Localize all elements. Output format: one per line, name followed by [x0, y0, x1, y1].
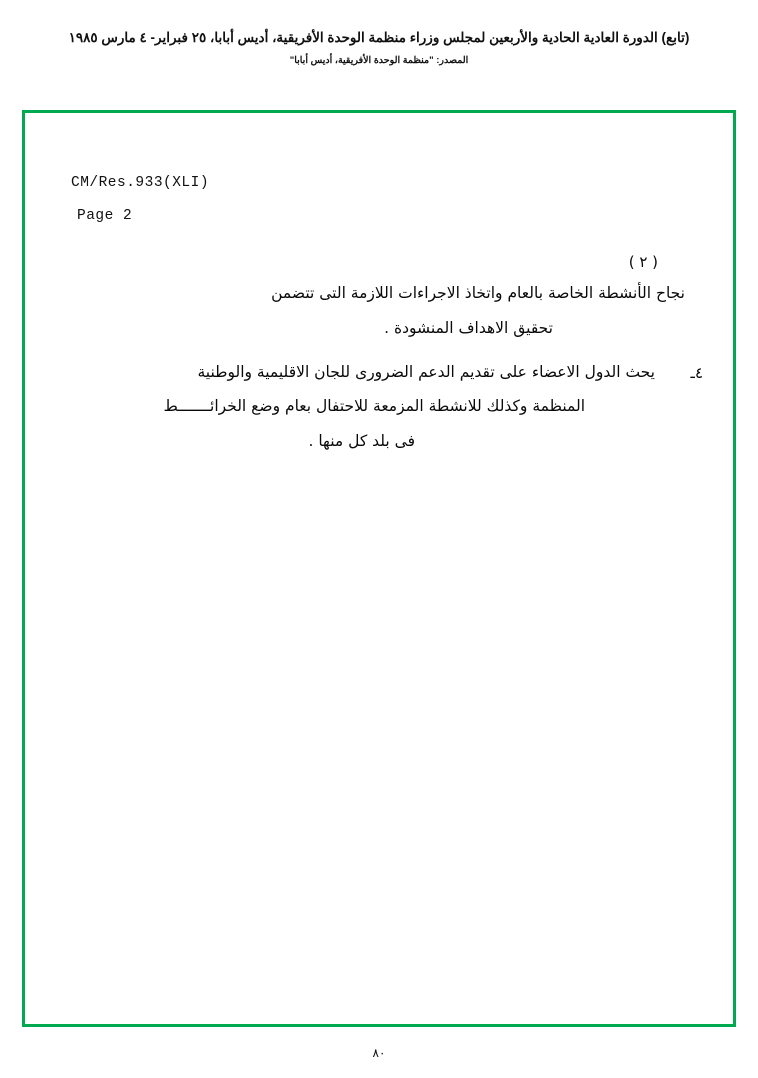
- document-page-label: Page 2: [77, 208, 133, 224]
- header-source: المصدر: "منظمة الوحدة الأفريقية، أديس أبابا": [289, 55, 469, 66]
- paragraph-line: نجاح الأنشطة الخاصة بالعام واتخاذ الاجراءات اللازمة التى تتضمن: [271, 284, 685, 302]
- header-title: (تابع) الدورة العادية الحادية والأربعين لمجلس وزراء منظمة الوحدة الأفريقية، أديس أبابا، ٢٥ فبراير- ٤ مارس ١٩٨٥: [68, 30, 690, 45]
- clause-line: فى بلد كل منها .: [308, 432, 415, 451]
- paragraph-line: تحقيق الاهداف المنشودة .: [384, 318, 553, 337]
- page-header: [0, 30, 758, 66]
- document-body: [55, 253, 703, 468]
- section-number: ( ٢ ): [628, 253, 658, 271]
- clause-body: [55, 364, 655, 451]
- document-reference: CM/Res.933(XLI): [71, 175, 210, 191]
- clause-marker: ٤ـ: [690, 363, 703, 382]
- clause-line: يحث الدول الاعضاء على تقديم الدعم الضرورى للجان الاقليمية والوطنية: [197, 362, 655, 381]
- footer-page-number: ٨٠: [372, 1046, 386, 1060]
- clause-line: المنظمة وكذلك للانشطة المزمعة للاحتفال بعام وضع الخرائـــــــط: [163, 397, 585, 416]
- clause-4: [55, 364, 703, 451]
- scanned-page-frame: [22, 110, 736, 1027]
